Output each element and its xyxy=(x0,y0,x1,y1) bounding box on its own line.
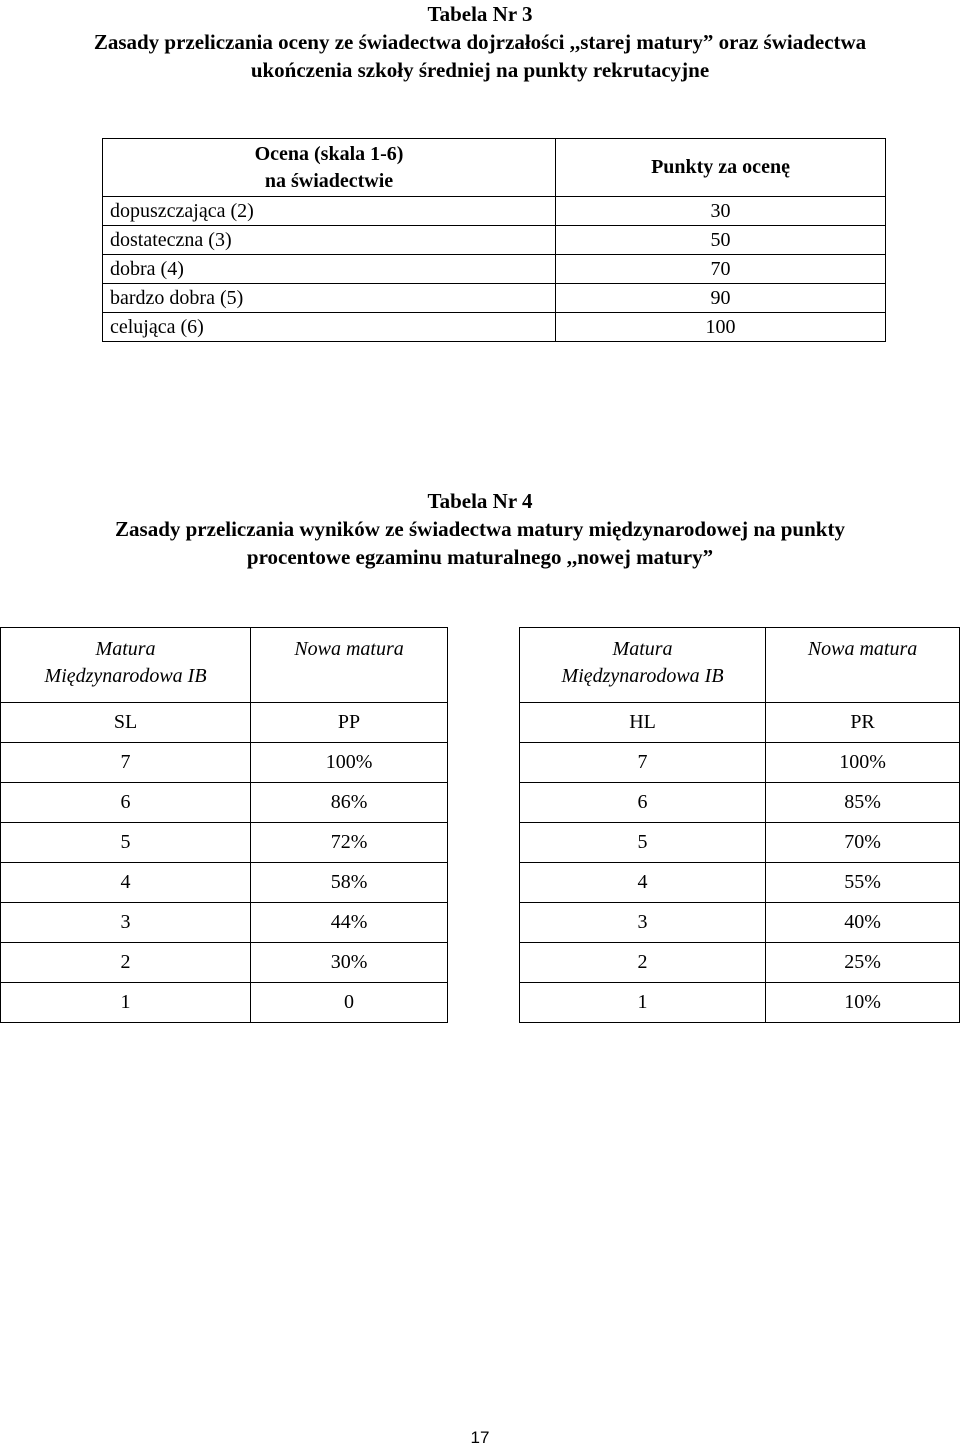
table-row xyxy=(103,284,886,313)
table-row xyxy=(520,823,960,863)
table3-header-grade xyxy=(103,139,556,197)
nowa-cell: 55% xyxy=(766,863,960,903)
table-row xyxy=(520,783,960,823)
table-row xyxy=(1,863,448,903)
grade-cell: dopuszczająca (2) xyxy=(103,197,556,226)
table3-title-line: Tabela Nr 3 xyxy=(427,2,533,26)
ib-cell: 2 xyxy=(520,943,766,983)
table4-hl-conversion xyxy=(519,627,960,1023)
points-cell: 90 xyxy=(556,284,886,313)
ib-cell: 3 xyxy=(520,903,766,943)
ib-cell: 4 xyxy=(1,863,251,903)
nowa-cell: 0 xyxy=(251,983,448,1023)
nowa-cell: 58% xyxy=(251,863,448,903)
table-row xyxy=(1,903,448,943)
table3-header-points: Punkty za ocenę xyxy=(556,139,886,197)
header-nowa-matura: Nowa matura xyxy=(251,628,448,703)
nowa-cell: 70% xyxy=(766,823,960,863)
table-row xyxy=(1,703,448,743)
ib-cell: 2 xyxy=(1,943,251,983)
ib-cell: 1 xyxy=(1,983,251,1023)
header-line: Matura xyxy=(95,638,156,660)
grade-cell: dobra (4) xyxy=(103,255,556,284)
grade-cell: dostateczna (3) xyxy=(103,226,556,255)
header-line: na świadectwie xyxy=(264,169,394,192)
table-row xyxy=(103,313,886,342)
header-line: Ocena (skala 1-6) xyxy=(254,142,404,165)
table3-title-line: ukończenia szkoły średniej na punkty rekrutacyjne xyxy=(250,58,710,82)
nowa-cell: 40% xyxy=(766,903,960,943)
header-ib xyxy=(520,628,766,703)
points-cell: 100 xyxy=(556,313,886,342)
ib-cell: 6 xyxy=(520,783,766,823)
table4-header-row xyxy=(520,628,960,703)
table4-sl-conversion xyxy=(0,627,448,1023)
header-nowa-matura: Nowa matura xyxy=(766,628,960,703)
points-cell: 30 xyxy=(556,197,886,226)
points-cell: 70 xyxy=(556,255,886,284)
table-row xyxy=(520,943,960,983)
header-line: Międzynarodowa IB xyxy=(561,665,724,687)
table-row xyxy=(520,863,960,903)
points-cell: 50 xyxy=(556,226,886,255)
table4-title xyxy=(0,487,960,571)
ib-cell: 5 xyxy=(520,823,766,863)
table-row xyxy=(520,743,960,783)
ib-cell: HL xyxy=(520,703,766,743)
table-row xyxy=(1,783,448,823)
table-row xyxy=(103,197,886,226)
nowa-cell: PP xyxy=(251,703,448,743)
nowa-cell: PR xyxy=(766,703,960,743)
table-row xyxy=(1,743,448,783)
table-row xyxy=(1,943,448,983)
grade-cell: bardzo dobra (5) xyxy=(103,284,556,313)
table-row xyxy=(520,703,960,743)
nowa-cell: 85% xyxy=(766,783,960,823)
table4-title-line: procentowe egzaminu maturalnego ,,nowej matury” xyxy=(246,545,714,569)
table3-title-line: Zasady przeliczania oceny ze świadectwa dojrzałości ,,starej matury” oraz świadectwa xyxy=(93,30,867,54)
ib-cell: 7 xyxy=(1,743,251,783)
table4-header-row xyxy=(1,628,448,703)
table3-header-row xyxy=(103,139,886,197)
nowa-cell: 100% xyxy=(251,743,448,783)
nowa-cell: 44% xyxy=(251,903,448,943)
table-row xyxy=(103,255,886,284)
nowa-cell: 100% xyxy=(766,743,960,783)
ib-cell: 1 xyxy=(520,983,766,1023)
table3-title xyxy=(0,0,960,84)
ib-cell: 6 xyxy=(1,783,251,823)
table-row xyxy=(103,226,886,255)
table-row xyxy=(1,983,448,1023)
nowa-cell: 25% xyxy=(766,943,960,983)
table-row xyxy=(1,823,448,863)
ib-cell: 7 xyxy=(520,743,766,783)
page-number: 17 xyxy=(470,1428,490,1447)
ib-cell: 4 xyxy=(520,863,766,903)
table-row xyxy=(520,983,960,1023)
table4-title-line: Tabela Nr 4 xyxy=(427,489,533,513)
table4-title-line: Zasady przeliczania wyników ze świadectwa matury międzynarodowej na punkty xyxy=(115,517,845,541)
ib-cell: 5 xyxy=(1,823,251,863)
table3-grade-points xyxy=(102,138,886,342)
nowa-cell: 86% xyxy=(251,783,448,823)
ib-cell: SL xyxy=(1,703,251,743)
nowa-cell: 30% xyxy=(251,943,448,983)
header-line: Matura xyxy=(612,638,673,660)
nowa-cell: 10% xyxy=(766,983,960,1023)
nowa-cell: 72% xyxy=(251,823,448,863)
ib-cell: 3 xyxy=(1,903,251,943)
table-row xyxy=(520,903,960,943)
header-line: Międzynarodowa IB xyxy=(44,665,207,687)
grade-cell: celująca (6) xyxy=(103,313,556,342)
header-ib xyxy=(1,628,251,703)
